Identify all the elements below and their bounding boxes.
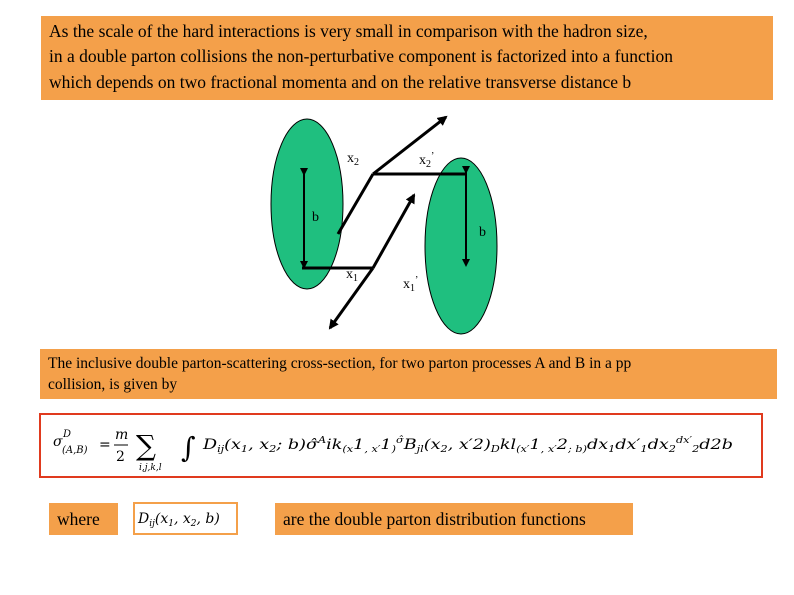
formula-lhs-sup: D bbox=[63, 429, 72, 440]
formula-frac-den: 2 bbox=[116, 449, 125, 465]
parton-line-lower-rising bbox=[373, 195, 414, 268]
formula-lhs: σ bbox=[53, 434, 63, 450]
dij-formula-box bbox=[133, 502, 238, 535]
dij-formula bbox=[135, 504, 236, 533]
formula-frame bbox=[39, 413, 763, 478]
label-x1: $x_1$ bbox=[346, 267, 358, 284]
cross-section-line-1: The inclusive double parton-scattering cross-section, for two parton processes A and B in a pp bbox=[48, 355, 632, 372]
intro-line-1: As the scale of the hard interactions is very small in comparison with the hadron size, bbox=[49, 21, 648, 41]
intro-line-2: in a double parton collisions the non-perturbative component is factorized into a function bbox=[49, 46, 673, 66]
formula-sum: ∑ bbox=[136, 429, 156, 462]
svg-text:Dij(x1, x2, b): $D_{ij}(x_1$, $x_2$, b) bbox=[138, 511, 220, 529]
label-b-right: b bbox=[479, 225, 486, 240]
label-x2-prime: $x_2^’$ bbox=[419, 151, 435, 170]
intro-line-3: which depends on two fractional momenta and on the relative transverse distance b bbox=[49, 72, 632, 92]
where-label-box bbox=[49, 503, 118, 535]
label-b-left: b bbox=[312, 210, 319, 225]
formula-integral: ∫ bbox=[181, 431, 196, 464]
formula-equals: = bbox=[99, 437, 111, 453]
cross-section-text-box bbox=[40, 349, 777, 399]
formula-sum-sub: i,j,k,l bbox=[139, 463, 162, 473]
right-hadron bbox=[425, 158, 497, 334]
label-x1-prime: $x_1^’$ bbox=[403, 275, 419, 294]
formula-frac-num: m bbox=[115, 427, 129, 443]
parton-line-upper-outgoing bbox=[373, 117, 446, 174]
cross-section-line-2: collision, is given by bbox=[48, 376, 178, 393]
formula-lhs-sub: (A,B) bbox=[62, 445, 88, 456]
description-text: are the double parton distribution functions bbox=[283, 509, 586, 529]
double-parton-cross-section-formula bbox=[41, 415, 761, 476]
formula-body: D $_{ij}$(x $_1$, x $_2$; b) σ̂ $^A$ ik $_{(x}$ 1 $_{, x'}$ 1 $_)^{\sigmâ}$ B $_{jl}$(x $_2$, x′ 2 )$_D$ kl $_{(x'}$ 1 $_{, x'}$ 2 $_{; b)}$ dx $_1$dx′ $_1$dx $_2^{dx'}_2$d 2 b bbox=[203, 436, 731, 455]
left-hadron bbox=[271, 119, 343, 289]
label-x2: $x_2$ bbox=[347, 151, 359, 168]
description-box bbox=[275, 503, 633, 535]
where-label: where bbox=[57, 509, 100, 529]
